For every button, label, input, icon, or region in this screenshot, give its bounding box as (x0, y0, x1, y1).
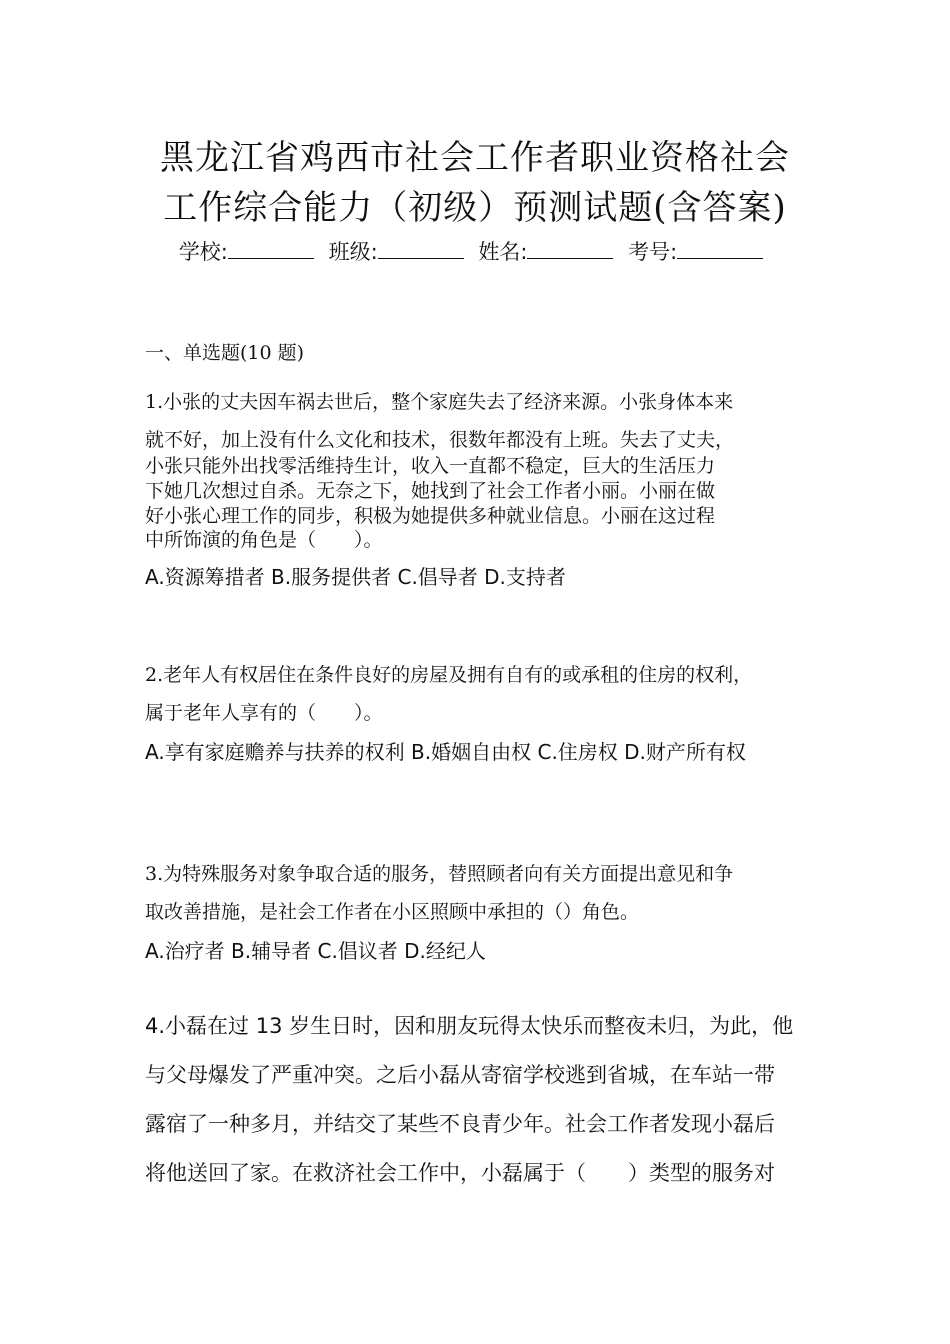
q4-line-2: 与父母爆发了严重冲突。之后小磊从寄宿学校逃到省城，在车站一带 (145, 1063, 775, 1087)
q3-line-1: 3.为特殊服务对象争取合适的服务，替照顾者向有关方面提出意见和争 (145, 863, 734, 885)
q2-line-1: 2.老年人有权居住在条件良好的房屋及拥有自有的或承租的住房的权利， (145, 664, 753, 686)
exam-no-blank (677, 240, 763, 259)
q1-options: A.资源筹措者 B.服务提供者 C.倡导者 D.支持者 (145, 565, 566, 589)
school-label: 学校: (178, 240, 228, 264)
q4-line-1: 4.小磊在过 13 岁生日时，因和朋友玩得太快乐而整夜未归，为此，他 (145, 1014, 794, 1038)
q1-line-3: 小张只能外出找零活维持生计，收入一直都不稳定，巨大的生活压力 (145, 455, 716, 477)
name-blank (527, 240, 613, 259)
class-blank (378, 240, 464, 259)
doc-title-line-1: 黑龙江省鸡西市社会工作者职业资格社会 (160, 138, 790, 178)
section-heading: 一、单选题(10 题) (145, 342, 305, 364)
name-label: 姓名: (478, 240, 528, 264)
q3-line-2: 取改善措施，是社会工作者在小区照顾中承担的（）角色。 (145, 901, 640, 923)
q3-options: A.治疗者 B.辅导者 C.倡议者 D.经纪人 (145, 939, 486, 963)
q1-line-4: 下她几次想过自杀。无奈之下，她找到了社会工作者小丽。小丽在做 (145, 480, 716, 502)
class-label: 班级: (328, 240, 378, 264)
q1-line-6: 中所饰演的角色是（ ）。 (145, 529, 383, 551)
q2-options: A.享有家庭赡养与扶养的权利 B.婚姻自由权 C.住房权 D.财产所有权 (145, 740, 746, 764)
exam-no-label: 考号: (628, 240, 678, 264)
doc-title-line-2: 工作综合能力（初级）预测试题(含答案) (163, 188, 787, 228)
q4-line-4: 将他送回了家。在救济社会工作中，小磊属于（ ）类型的服务对 (145, 1161, 775, 1185)
q1-line-5: 好小张心理工作的同步，积极为她提供多种就业信息。小丽在这过程 (145, 505, 716, 527)
student-info-row (0, 236, 950, 266)
q4-line-3: 露宿了一种多月，并结交了某些不良青少年。社会工作者发现小磊后 (145, 1112, 775, 1136)
q2-line-2: 属于老年人享有的（ ）。 (145, 702, 383, 724)
q1-line-1: 1.小张的丈夫因车祸去世后，整个家庭失去了经济来源。小张身体本来 (145, 391, 734, 413)
school-blank (228, 240, 314, 259)
q1-line-2: 就不好，加上没有什么文化和技术，很数年都没有上班。失去了丈夫， (145, 429, 735, 451)
